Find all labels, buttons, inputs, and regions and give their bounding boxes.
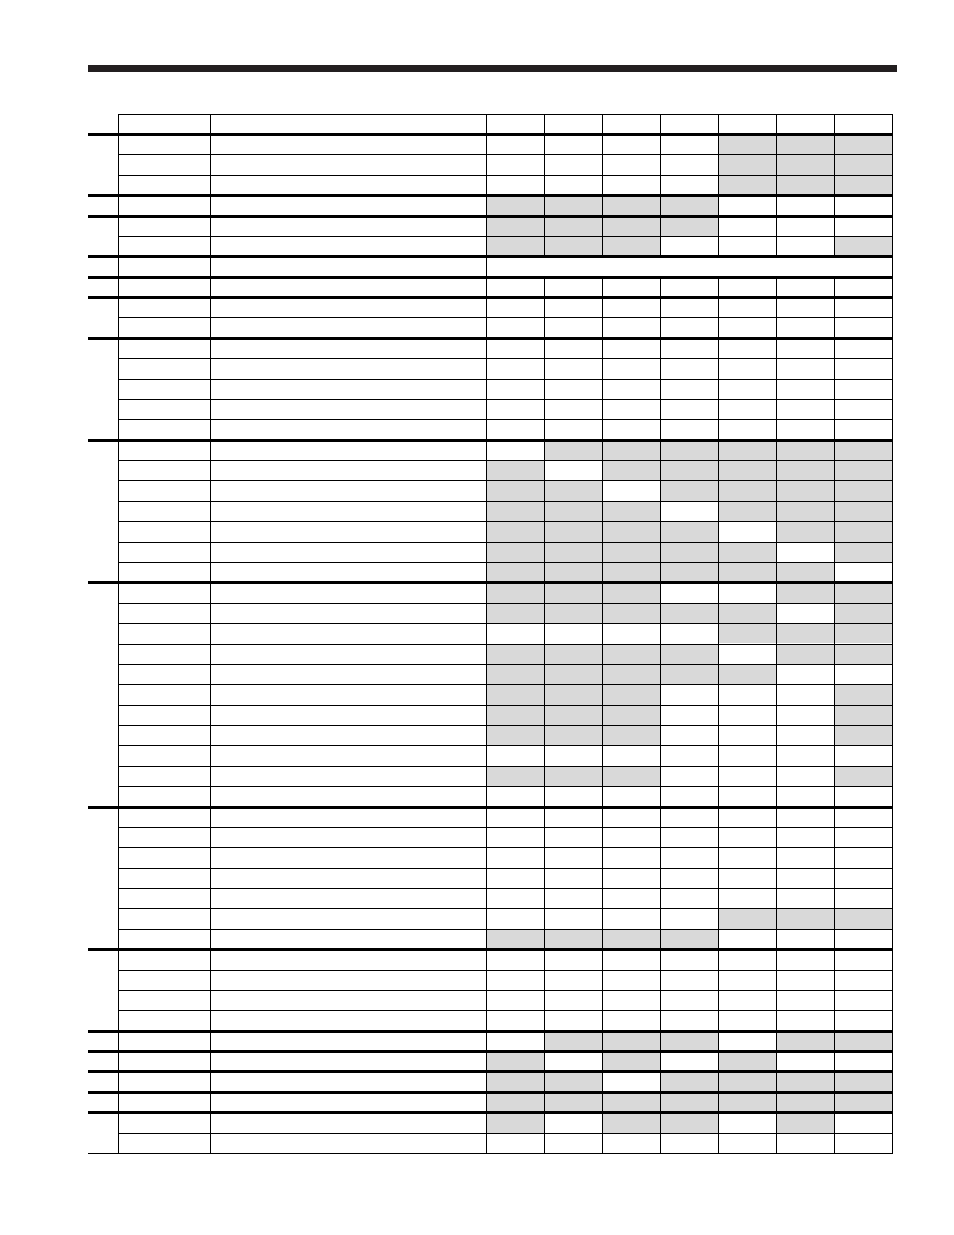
shaded-cell [660, 1092, 718, 1112]
shaded-cell [776, 562, 834, 582]
group-rule [88, 133, 893, 136]
shaded-cell [486, 766, 544, 786]
shaded-cell [660, 929, 718, 949]
shaded-cell [834, 766, 892, 786]
shaded-cell [834, 236, 892, 256]
shaded-cell [834, 725, 892, 745]
shaded-cell [718, 440, 776, 460]
shaded-cell [776, 644, 834, 664]
shaded-cell [776, 1092, 834, 1112]
group-rule [88, 276, 893, 279]
shaded-cell [660, 1031, 718, 1051]
column-rule [486, 114, 487, 1154]
shaded-cell [718, 562, 776, 582]
shaded-cell [544, 1031, 602, 1051]
shaded-cell [602, 664, 660, 684]
shaded-cell [718, 908, 776, 928]
shaded-cell [834, 644, 892, 664]
shaded-cell [486, 216, 544, 236]
column-rule [210, 114, 211, 1154]
shaded-cell [602, 1051, 660, 1071]
shaded-cell [660, 521, 718, 541]
shaded-cell [718, 1051, 776, 1071]
shaded-cell [834, 521, 892, 541]
shaded-cell [718, 501, 776, 521]
shaded-cell [486, 705, 544, 725]
shaded-cell [660, 195, 718, 215]
group-rule [88, 1070, 893, 1073]
column-rule [660, 277, 661, 1154]
shaded-cell [486, 1112, 544, 1132]
column-rule [834, 114, 835, 256]
shaded-cell [602, 440, 660, 460]
shaded-cell [660, 603, 718, 623]
shaded-cell [834, 1071, 892, 1091]
shaded-cell [486, 603, 544, 623]
shaded-cell [660, 460, 718, 480]
shaded-cell [602, 766, 660, 786]
shaded-cell [486, 480, 544, 500]
shaded-cell [602, 1031, 660, 1051]
column-rule [892, 114, 893, 1154]
shaded-cell [718, 623, 776, 643]
group-rule [88, 1111, 893, 1114]
shaded-cell [834, 908, 892, 928]
shaded-cell [834, 542, 892, 562]
shaded-cell [718, 175, 776, 195]
shaded-cell [602, 460, 660, 480]
shaded-cell [660, 440, 718, 460]
shaded-cell [660, 216, 718, 236]
shaded-cell [602, 501, 660, 521]
shaded-cell [544, 725, 602, 745]
shaded-cell [602, 705, 660, 725]
shaded-cell [544, 236, 602, 256]
shaded-cell [486, 562, 544, 582]
shaded-cell [776, 521, 834, 541]
shaded-cell [834, 705, 892, 725]
shaded-cell [544, 582, 602, 602]
shaded-cell [834, 134, 892, 154]
shaded-cell [718, 664, 776, 684]
shaded-cell [544, 664, 602, 684]
column-rule [602, 114, 603, 256]
shaded-cell [486, 582, 544, 602]
shaded-cell [602, 236, 660, 256]
shaded-cell [834, 582, 892, 602]
shaded-cell [486, 664, 544, 684]
shaded-cell [718, 480, 776, 500]
shaded-cell [486, 1051, 544, 1071]
shaded-cell [776, 1031, 834, 1051]
group-rule [88, 1030, 893, 1033]
shaded-cell [544, 1092, 602, 1112]
shaded-cell [544, 480, 602, 500]
column-rule [776, 114, 777, 256]
shaded-cell [544, 684, 602, 704]
shaded-cell [544, 929, 602, 949]
group-rule [88, 255, 893, 258]
group-rule [88, 948, 893, 951]
shaded-cell [718, 460, 776, 480]
shaded-cell [486, 644, 544, 664]
column-rule [602, 277, 603, 1154]
shaded-cell [776, 1071, 834, 1091]
shaded-cell [834, 1031, 892, 1051]
shaded-cell [544, 705, 602, 725]
shaded-cell [834, 440, 892, 460]
shaded-cell [834, 460, 892, 480]
group-rule [88, 581, 893, 584]
group-rule [88, 337, 893, 340]
shaded-cell [602, 582, 660, 602]
shaded-cell [602, 1092, 660, 1112]
shaded-cell [486, 460, 544, 480]
shaded-cell [834, 480, 892, 500]
shaded-cell [544, 1071, 602, 1091]
shaded-cell [776, 501, 834, 521]
shaded-cell [718, 134, 776, 154]
shaded-cell [544, 440, 602, 460]
shaded-cell [718, 542, 776, 562]
column-rule [660, 114, 661, 256]
shaded-cell [718, 154, 776, 174]
shaded-cell [834, 154, 892, 174]
column-rule [776, 277, 777, 1154]
shaded-cell [834, 1092, 892, 1112]
shaded-cell [776, 908, 834, 928]
column-rule [544, 114, 545, 256]
shaded-cell [486, 521, 544, 541]
shaded-cell [776, 480, 834, 500]
group-rule [88, 296, 893, 299]
shaded-cell [602, 1112, 660, 1132]
shaded-cell [544, 562, 602, 582]
shaded-cell [776, 440, 834, 460]
shaded-cell [544, 216, 602, 236]
group-rule [88, 194, 893, 197]
shaded-cell [486, 1092, 544, 1112]
shaded-cell [660, 562, 718, 582]
column-rule [718, 277, 719, 1154]
shaded-cell [602, 684, 660, 704]
shaded-cell [660, 480, 718, 500]
shaded-cell [660, 1071, 718, 1091]
shaded-cell [486, 929, 544, 949]
shaded-cell [544, 195, 602, 215]
shaded-cell [776, 460, 834, 480]
shaded-cell [486, 195, 544, 215]
shaded-cell [776, 623, 834, 643]
column-rule [118, 114, 119, 1154]
column-rule [834, 277, 835, 1154]
shaded-cell [486, 542, 544, 562]
shaded-cell [834, 623, 892, 643]
shaded-cell [602, 644, 660, 664]
shaded-cell [486, 684, 544, 704]
shaded-cell [718, 603, 776, 623]
shaded-cell [660, 542, 718, 562]
shaded-cell [602, 603, 660, 623]
group-rule [88, 439, 893, 442]
shaded-cell [486, 501, 544, 521]
shaded-cell [486, 725, 544, 745]
shaded-cell [776, 175, 834, 195]
shaded-cell [544, 542, 602, 562]
shaded-cell [776, 134, 834, 154]
shaded-cell [544, 521, 602, 541]
shaded-cell [834, 684, 892, 704]
column-rule [718, 114, 719, 256]
shaded-cell [718, 1071, 776, 1091]
shaded-cell [602, 195, 660, 215]
shaded-cell [834, 501, 892, 521]
shaded-cell [660, 664, 718, 684]
group-rule [88, 215, 893, 218]
shaded-cell [602, 521, 660, 541]
shaded-cell [602, 725, 660, 745]
shaded-cell [718, 1092, 776, 1112]
group-rule [88, 1050, 893, 1053]
shaded-cell [776, 154, 834, 174]
shaded-cell [602, 929, 660, 949]
column-rule [544, 277, 545, 1154]
shaded-cell [544, 766, 602, 786]
shaded-cell [544, 644, 602, 664]
group-rule [88, 806, 893, 809]
shaded-cell [660, 1112, 718, 1132]
shaded-cell [660, 644, 718, 664]
shaded-cell [486, 1071, 544, 1091]
shaded-cell [776, 582, 834, 602]
shaded-cell [776, 1112, 834, 1132]
shaded-cell [486, 236, 544, 256]
group-rule [88, 1091, 893, 1094]
shaded-cell [602, 562, 660, 582]
shaded-cell [834, 603, 892, 623]
shaded-cell [544, 603, 602, 623]
shaded-cell [834, 175, 892, 195]
shaded-cell [544, 501, 602, 521]
shaded-cell [602, 216, 660, 236]
shaded-cell [602, 542, 660, 562]
table-bottom-rule [88, 1153, 893, 1154]
